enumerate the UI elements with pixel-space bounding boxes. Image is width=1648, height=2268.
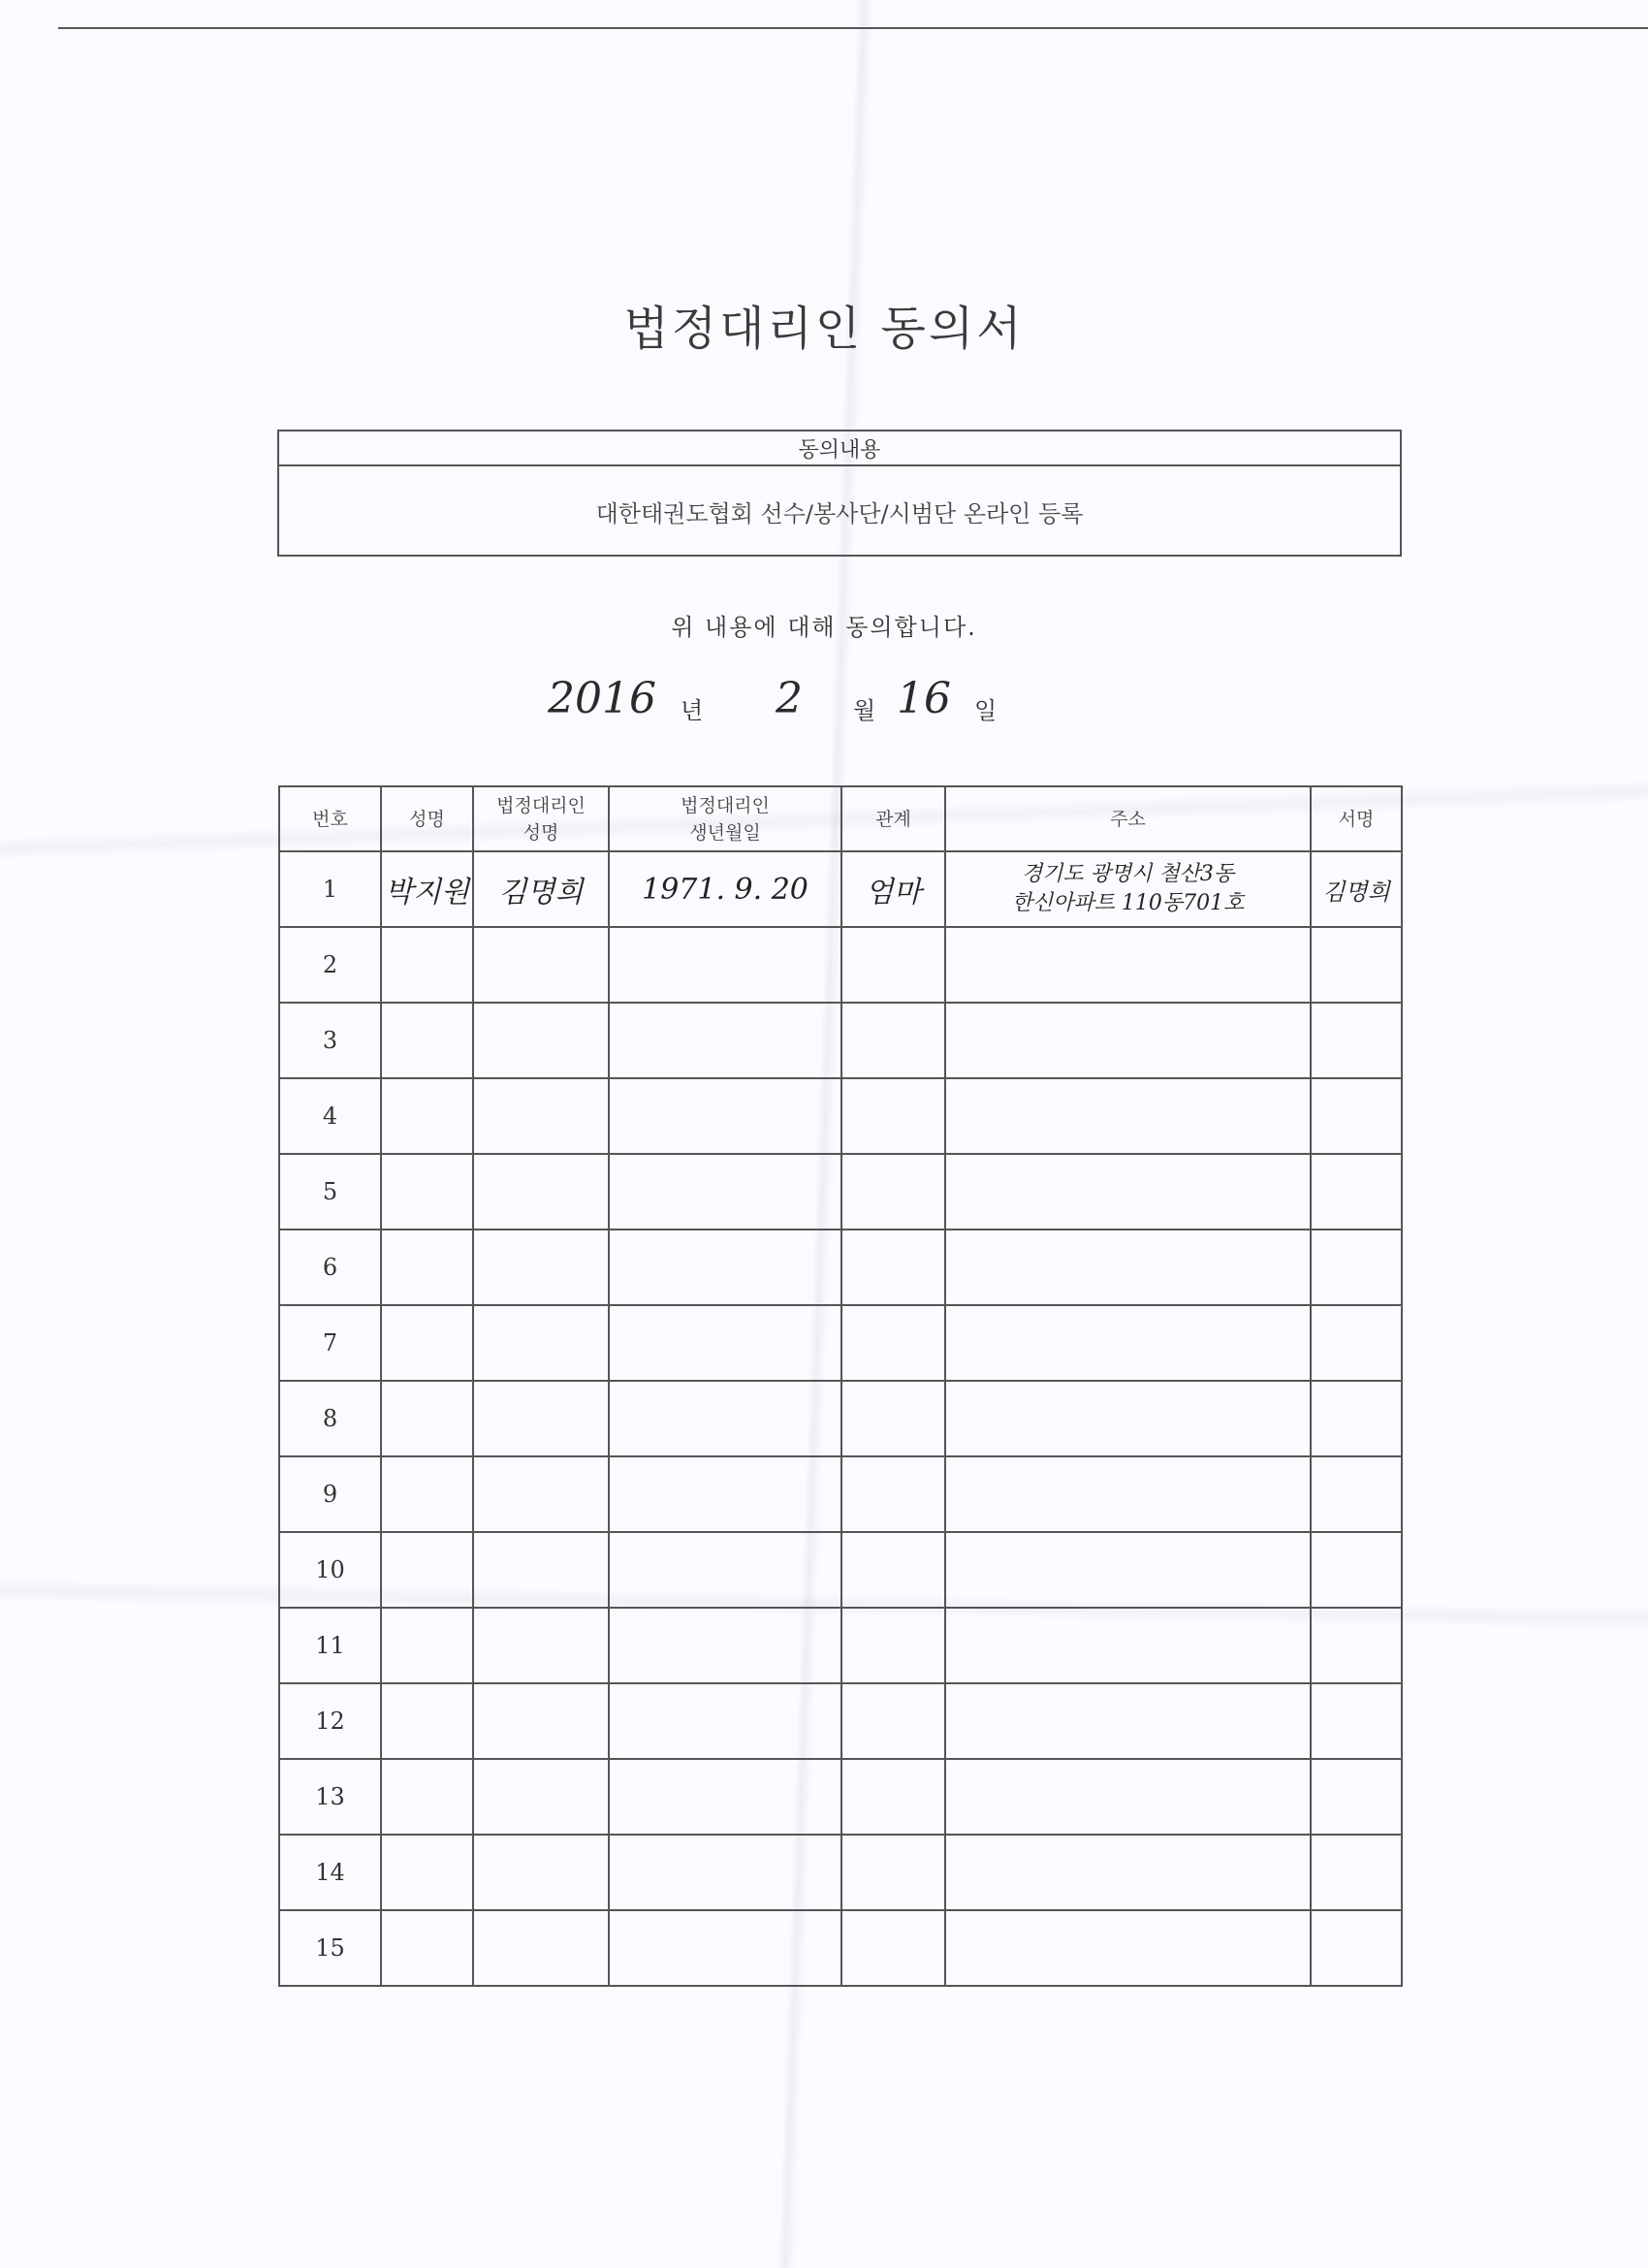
- header-address: 주소: [945, 786, 1311, 851]
- row-number: 8: [279, 1381, 381, 1456]
- header-guardian-name: 법정대리인 성명: [473, 786, 609, 851]
- table-row: [279, 1305, 1402, 1381]
- table-header-row: [279, 786, 1402, 851]
- row-number: 2: [279, 927, 381, 1003]
- row-number: 4: [279, 1078, 381, 1154]
- table-row: [279, 1608, 1402, 1683]
- date-day-handwritten: 16: [897, 674, 951, 723]
- date-year-label: 년: [681, 697, 704, 724]
- table-row: [279, 1835, 1402, 1910]
- row-number: 6: [279, 1230, 381, 1305]
- row-number: 11: [279, 1608, 381, 1683]
- row-number: 14: [279, 1835, 381, 1910]
- row-number: 5: [279, 1154, 381, 1230]
- table-row: [279, 1154, 1402, 1230]
- guardian-birthdate-cell: [609, 851, 841, 927]
- date-day-label: 일: [974, 697, 998, 724]
- table-row: [279, 1003, 1402, 1078]
- date-line: [0, 674, 1648, 732]
- table-row: [279, 1230, 1402, 1305]
- date-month-label: 월: [853, 697, 876, 724]
- table-row: [279, 1532, 1402, 1608]
- address-cell: [945, 851, 1311, 927]
- document-title: 법정대리인 동의서: [623, 302, 1025, 356]
- consent-content-box: [277, 430, 1402, 557]
- guardian-birthdate-handwritten: 1971. 9. 20: [642, 872, 808, 907]
- guardian-name-cell: [473, 851, 609, 927]
- row-number: 7: [279, 1305, 381, 1381]
- row-number: 10: [279, 1532, 381, 1608]
- table-row: [279, 1381, 1402, 1456]
- agreement-statement: 위 내용에 대해 동의합니다.: [671, 614, 977, 641]
- row-number: 9: [279, 1456, 381, 1532]
- consent-body: 대한태권도협회 선수/봉사단/시범단 온라인 등록: [595, 500, 1084, 527]
- row-number: 1: [279, 851, 381, 927]
- address-line1-handwritten: 경기도 광명시 철산3동: [1021, 862, 1235, 886]
- header-name: 성명: [381, 786, 473, 851]
- relation-handwritten: 엄마: [865, 876, 922, 910]
- scan-edge-line: [58, 27, 1648, 29]
- table-row: [279, 1759, 1402, 1835]
- participant-name-cell: [381, 851, 473, 927]
- consent-header: 동의내용: [279, 431, 1400, 466]
- address-line2-handwritten: 한신아파트 110동701호: [1011, 891, 1245, 915]
- table-row: [279, 1456, 1402, 1532]
- date-year-handwritten: 2016: [548, 674, 656, 723]
- row-number: 3: [279, 1003, 381, 1078]
- signature-cell: [1311, 851, 1402, 927]
- guardian-table: [278, 785, 1403, 1987]
- table-row: [279, 851, 1402, 927]
- row-number: 15: [279, 1910, 381, 1986]
- relation-cell: [841, 851, 945, 927]
- table-row: [279, 1078, 1402, 1154]
- header-number: 번호: [279, 786, 381, 851]
- header-guardian-birthdate: 법정대리인 생년월일: [609, 786, 841, 851]
- row-number: 13: [279, 1759, 381, 1835]
- table-row: [279, 927, 1402, 1003]
- table-row: [279, 1910, 1402, 1986]
- date-month-handwritten: 2: [776, 674, 803, 723]
- signature-handwritten: 김명희: [1322, 878, 1390, 906]
- header-relation: 관계: [841, 786, 945, 851]
- header-signature: 서명: [1311, 786, 1402, 851]
- table-row: [279, 1683, 1402, 1759]
- row-number: 12: [279, 1683, 381, 1759]
- guardian-name-handwritten: 김명희: [498, 876, 584, 910]
- participant-name-handwritten: 박지원: [385, 876, 469, 910]
